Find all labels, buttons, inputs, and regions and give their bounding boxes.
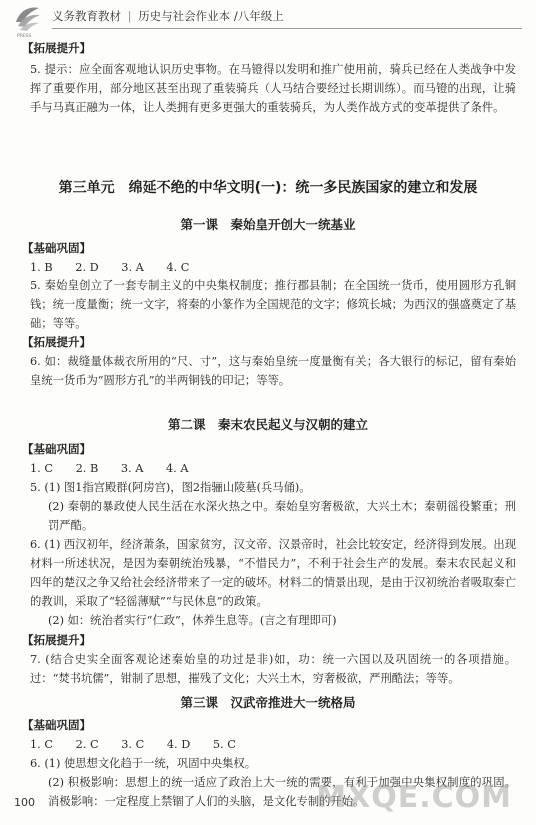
watermark: MXQE.COM: [316, 780, 512, 815]
lesson3-answer-6-1: 6. (1) 使思想文化趋于一统，巩固中央集权。: [30, 757, 257, 770]
lesson2-tag-extend: 【拓展提升】: [22, 633, 91, 647]
lesson3-answer-6-2: (2) 积极影响：思想上的统一适应了政治上大一统的需要，有利于加强中央集权制度的巩固。消极影响：一定程度上禁锢了人们的头脑，是文化专制的开始。: [48, 776, 516, 808]
header-title: 义务教育教材: [52, 9, 121, 23]
section-tag-extend: 【拓展提升】: [22, 41, 91, 55]
unit-title: 第三单元 绵延不绝的中华文明(一)：统一多民族国家的建立和发展: [58, 180, 478, 196]
header-subtitle: 历史与社会作业本: [138, 9, 231, 23]
page-number: 100: [14, 796, 35, 809]
header-grade: 八年级上: [237, 9, 284, 23]
lesson1-choice-answers: 1. B 2. D 3. A 4. C: [30, 261, 190, 274]
lesson2-answer-7: 7. (结合史实全面客观论述秦始皇的功过是非)如，功：统一六国以及巩固统一的各项措施。过：“焚书坑儒”，钳制了思想，摧残了文化；大兴土木，穷奢极欲，严刑酷法；等等。: [30, 653, 516, 685]
lesson1-tag-basic: 【基础巩固】: [22, 241, 91, 255]
lesson2-answer-5-2: (2) 秦朝的暴政使人民生活在水深火热之中。秦始皇穷奢极欲，大兴土木；秦朝徭役繁重；刑罚严酷。: [48, 500, 516, 532]
page-header: [0, 0, 536, 42]
svg-text:PRESS: PRESS: [17, 34, 32, 38]
header-rule: [52, 28, 522, 29]
lesson1-answer-5: 5. 秦始皇创立了一套专制主义的中央集权制度；推行郡县制；在全国统一货币，使用圆形方孔铜钱；统一度量衡；统一文字，将秦的小篆作为全国规范的文字；修筑长城；为西汉的强盛奠定了基础；等等。: [30, 279, 516, 330]
lesson1-answer-6: 6. 如：裁缝量体裁衣所用的“尺、寸”，这与秦始皇统一度量衡有关；各大银行的标记，留有秦始皇统一货币为“圆形方孔”的半两铜钱的印记；等等。: [30, 355, 516, 387]
lesson2-answer-6-1: 6. (1) 西汉初年，经济萧条，国家贫穷，汉文帝、汉景帝时，社会比较安定，经济得到发展。出现材料一所述状况，是因为秦朝统治残暴，“不惜民力”，不利于社会生产的发展。秦末农民起义和四年的楚汉之争又给社会经济带来了一定的破坏。材料二的情景出现，是由于汉初统治者吸取秦亡的教训，采取了“轻徭薄赋”“与民休息”的政策。: [30, 538, 516, 608]
lesson3-title: 第三课 汉武帝推进大一统格局: [180, 695, 356, 710]
lesson1-title: 第一课 秦始皇开创大一统基业: [180, 217, 356, 232]
lesson2-title: 第二课 秦末农民起义与汉朝的建立: [167, 417, 368, 432]
lesson1-tag-extend: 【拓展提升】: [22, 335, 91, 349]
header-text: 义务教育教材 | 历史与社会作业本 /八年级上: [52, 9, 284, 23]
lesson3-choice-answers: 1. C 2. C 3. C 4. D 5. C: [30, 738, 236, 751]
lesson2-answer-5-1: 5. (1) 图1指宫殿群(阿房宫)，图2指骊山陵墓(兵马俑)。: [30, 481, 311, 494]
publisher-logo-icon: [12, 2, 42, 38]
lesson2-choice-answers: 1. C 2. B 3. A 4. A: [30, 462, 189, 475]
lesson2-answer-6-2: (2) 如：统治者实行“仁政”，休养生息等。(言之有理即可): [48, 614, 337, 627]
lesson3-tag-basic: 【基础巩固】: [22, 718, 91, 732]
lesson2-tag-basic: 【基础巩固】: [22, 442, 91, 456]
prev-answer-5: 5. 提示：应全面客观地认识历史事物。在马镫得以发明和推广使用前，骑兵已经在人类战争中发挥了重要作用，部分地区甚至出现了重装骑兵（人马结合要经过长期训练）。而马镫的出现，让骑手与马真正融为一体，让人类拥有更多更强大的重装骑兵，为人类作战方式的变革提供了条件。: [30, 63, 516, 114]
